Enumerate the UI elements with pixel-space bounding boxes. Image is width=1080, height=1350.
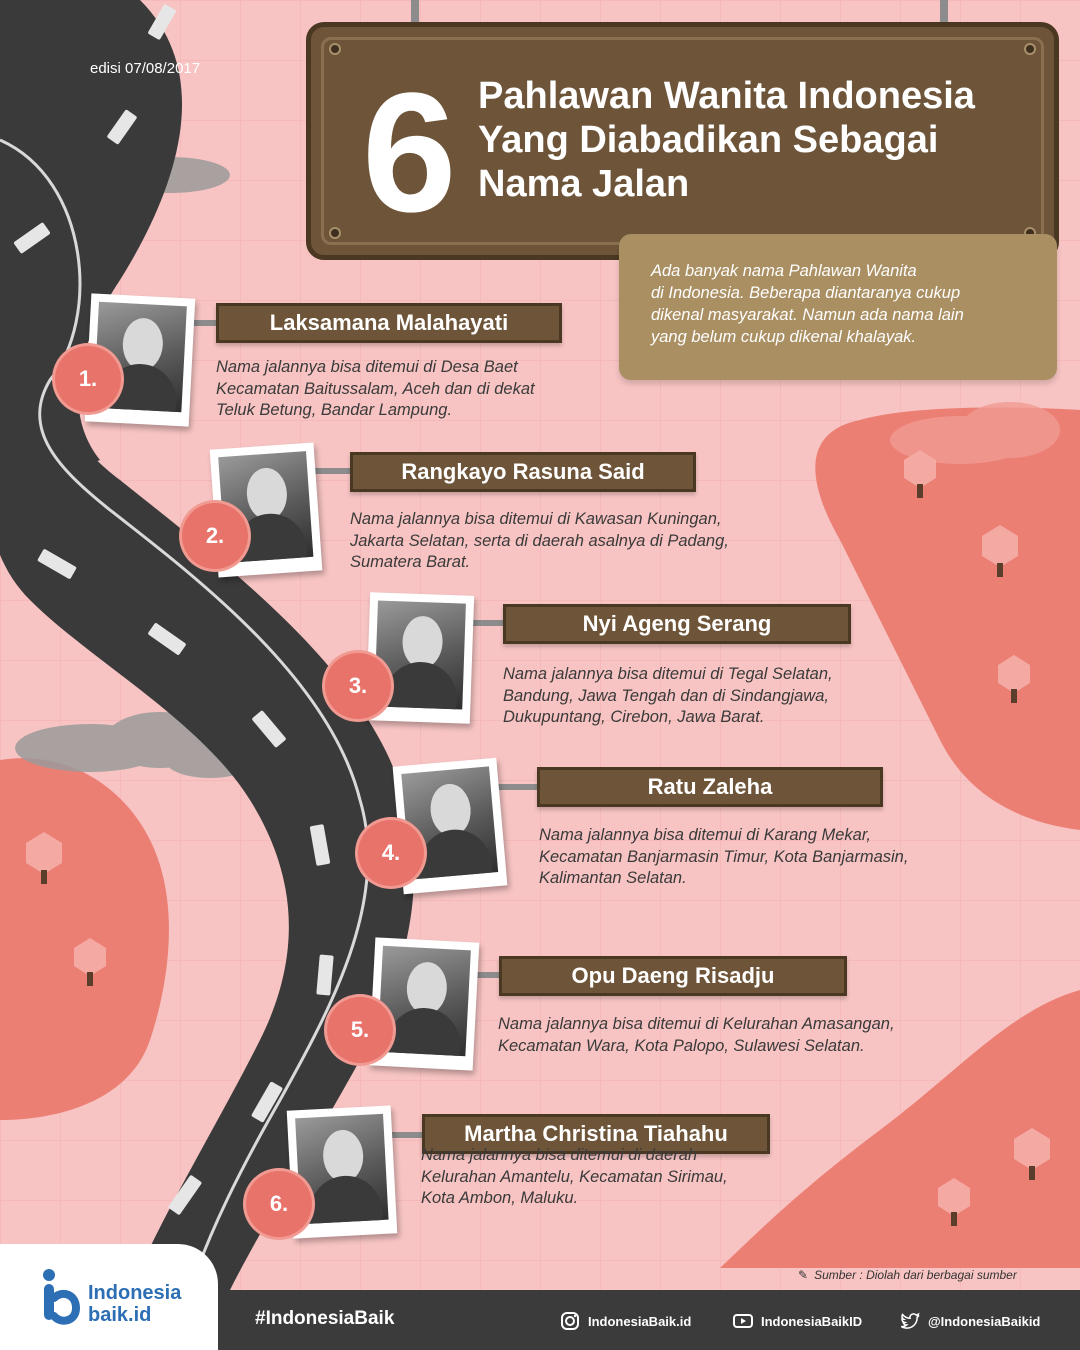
hero-name: Laksamana Malahayati	[216, 303, 562, 343]
title-line: Yang Diabadikan Sebagai	[478, 119, 939, 161]
bolt-icon	[329, 227, 341, 239]
hero-number-badge: 1.	[55, 346, 121, 412]
title-number: 6	[362, 58, 453, 248]
page-title	[478, 74, 1038, 206]
youtube-handle[interactable]: IndonesiaBaikID	[733, 1311, 862, 1331]
instagram-handle[interactable]: IndonesiaBaik.id	[560, 1311, 691, 1331]
hero-description: Nama jalannya bisa ditemui di Karang Mekar, Kecamatan Banjarmasin Timur, Kota Banjarmasin, Kalimantan Selatan.	[539, 826, 909, 887]
intro-line: dikenal masyarakat. Namun ada nama lain	[651, 306, 964, 324]
hero-description: Nama jalannya bisa ditemui di Tegal Selatan, Bandung, Jawa Tengah dan di Sindangjawa, Dukupuntang, Cirebon, Jawa Barat.	[503, 665, 833, 726]
pin-icon: ✎	[798, 1268, 809, 1282]
intro-line: Ada banyak nama Pahlawan Wanita	[651, 262, 917, 280]
hero-description: Nama jalannya bisa ditemui di Kelurahan Amasangan, Kecamatan Wara, Kota Palopo, Sulawesi Selatan.	[498, 1015, 895, 1055]
hero-name: Rangkayo Rasuna Said	[350, 452, 696, 492]
bolt-icon	[329, 43, 341, 55]
hero-name: Nyi Ageng Serang	[503, 604, 851, 644]
instagram-icon	[560, 1311, 580, 1331]
intro-box	[619, 234, 1057, 380]
hero-name: Martha Christina Tiahahu	[422, 1114, 770, 1154]
indonesia-baik-logo-icon	[40, 1266, 80, 1326]
bolt-icon	[1024, 43, 1036, 55]
hero-description: Nama jalannya bisa ditemui di Kawasan Kuningan, Jakarta Selatan, serta di daerah asalnya di Padang, Sumatera Barat.	[350, 510, 729, 571]
youtube-icon	[733, 1311, 753, 1331]
hero-name: Opu Daeng Risadju	[499, 956, 847, 996]
title-line: Nama Jalan	[478, 163, 690, 205]
hero-number-badge: 3.	[325, 653, 391, 719]
intro-line: yang belum cukup dikenal khalayak.	[651, 328, 917, 346]
twitter-handle[interactable]: @IndonesiaBaikid	[900, 1311, 1040, 1331]
edition-date: edisi 07/08/2017	[90, 60, 201, 77]
hero-description: Nama jalannya bisa ditemui di Desa Baet Kecamatan Baitussalam, Aceh dan di dekat Teluk Betung, Bandar Lampung.	[216, 358, 535, 419]
hero-description: Nama jalannya bisa ditemui di daerah Kelurahan Amantelu, Kecamatan Sirimau, Kota Ambon, Maluku.	[421, 1146, 728, 1207]
hero-number-badge: 5.	[327, 997, 393, 1063]
source-note: ✎ Sumber : Diolah dari berbagai sumber	[798, 1268, 1017, 1282]
intro-line: di Indonesia. Beberapa diantaranya cukup	[651, 284, 961, 302]
title-line: Pahlawan Wanita Indonesia	[478, 75, 975, 117]
twitter-icon	[900, 1311, 920, 1331]
hashtag: #IndonesiaBaik	[255, 1308, 395, 1329]
hero-name: Ratu Zaleha	[537, 767, 883, 807]
logo-text: Indonesia baik.id	[88, 1282, 182, 1326]
hero-number-badge: 2.	[182, 503, 248, 569]
hero-number-badge: 4.	[358, 820, 424, 886]
hero-number-badge: 6.	[246, 1171, 312, 1237]
